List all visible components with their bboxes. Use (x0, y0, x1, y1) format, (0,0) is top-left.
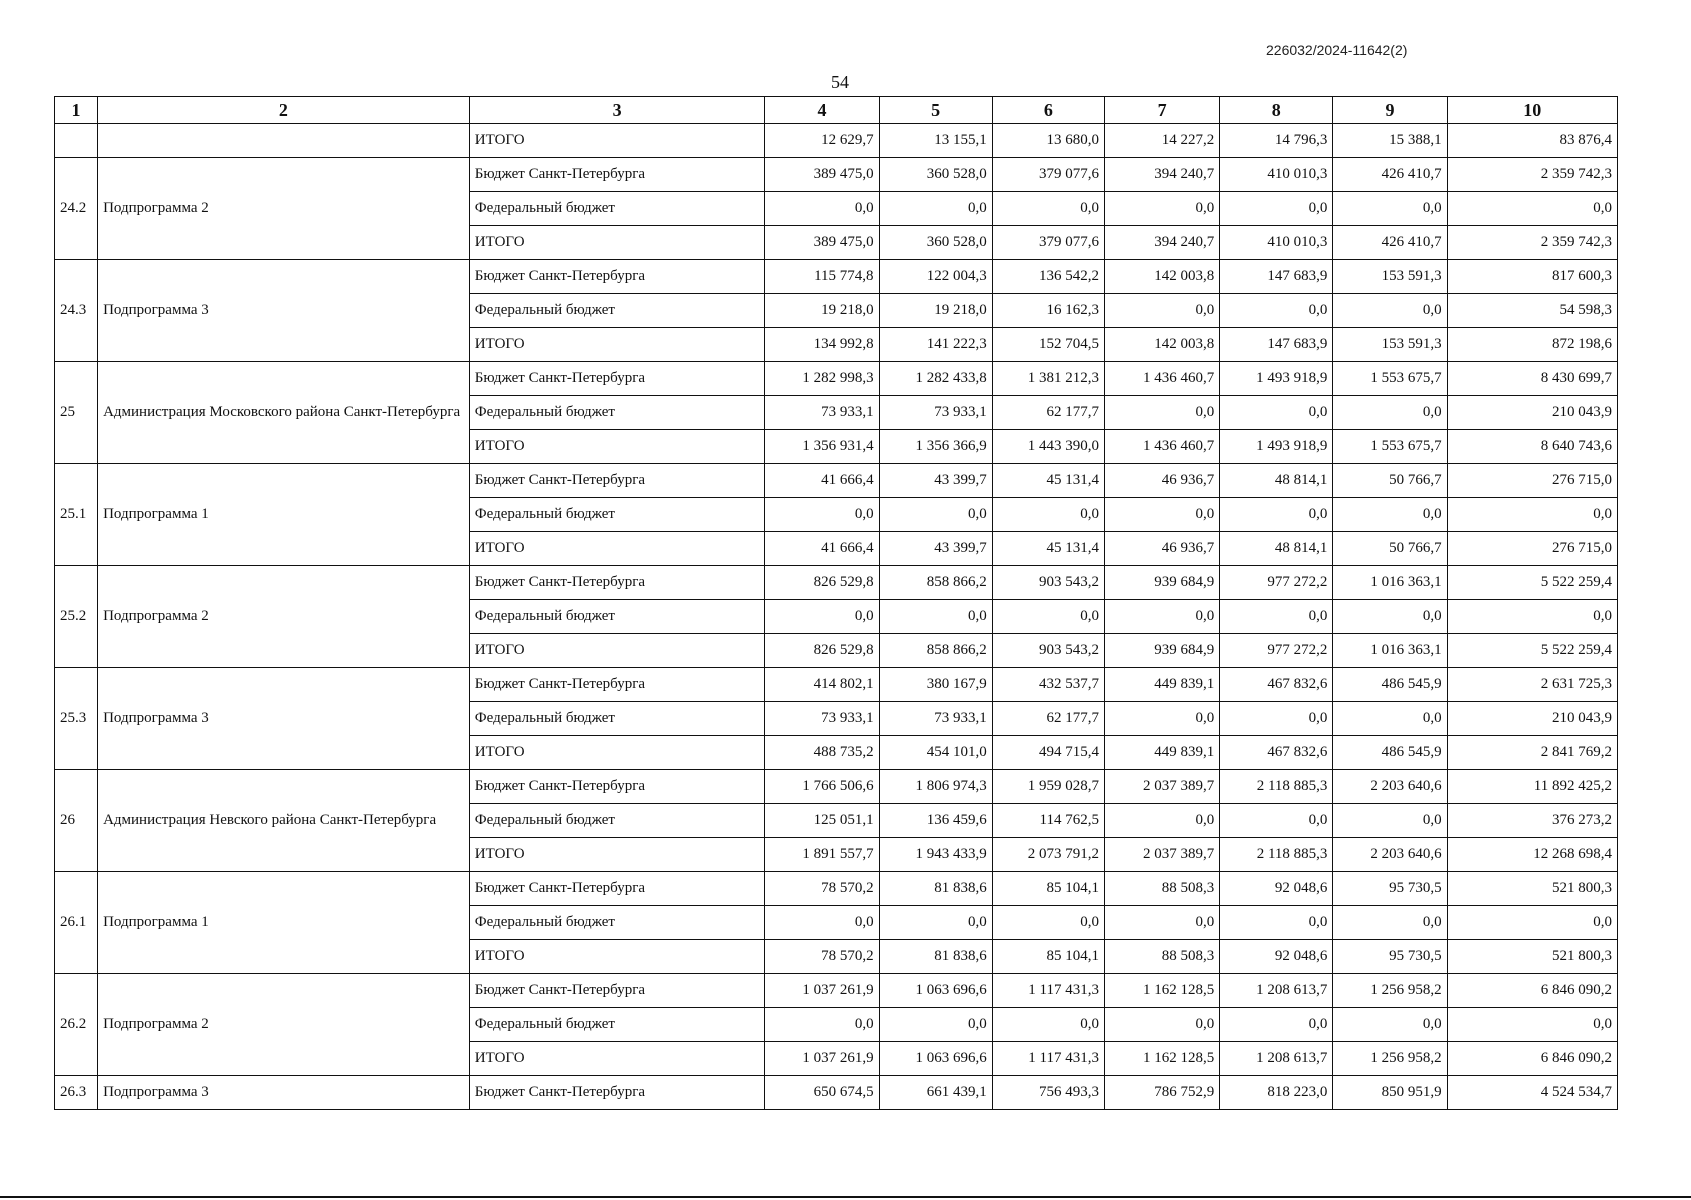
amount-cell: 0,0 (992, 192, 1104, 226)
amount-cell: 379 077,6 (992, 158, 1104, 192)
amount-cell: 1 162 128,5 (1104, 1042, 1219, 1076)
amount-cell: 1 208 613,7 (1220, 974, 1333, 1008)
table-body (55, 124, 1618, 1110)
amount-cell: 414 802,1 (765, 668, 879, 702)
funding-source: Бюджет Санкт-Петербурга (469, 362, 765, 396)
amount-cell: 872 198,6 (1447, 328, 1617, 362)
amount-cell: 2 037 389,7 (1104, 838, 1219, 872)
amount-cell: 0,0 (879, 600, 992, 634)
amount-cell: 0,0 (992, 498, 1104, 532)
amount-cell: 0,0 (1104, 906, 1219, 940)
column-header: 1 (55, 97, 98, 124)
amount-cell: 858 866,2 (879, 566, 992, 600)
amount-cell: 147 683,9 (1220, 328, 1333, 362)
amount-cell: 142 003,8 (1104, 328, 1219, 362)
amount-cell: 19 218,0 (765, 294, 879, 328)
column-header: 7 (1104, 97, 1219, 124)
amount-cell: 13 155,1 (879, 124, 992, 158)
amount-cell: 521 800,3 (1447, 872, 1617, 906)
amount-cell: 977 272,2 (1220, 634, 1333, 668)
column-header: 6 (992, 97, 1104, 124)
funding-source: Федеральный бюджет (469, 498, 765, 532)
amount-cell: 432 537,7 (992, 668, 1104, 702)
amount-cell: 276 715,0 (1447, 464, 1617, 498)
amount-cell: 1 493 918,9 (1220, 362, 1333, 396)
row-name: Подпрограмма 3 (98, 668, 470, 770)
amount-cell: 1 356 366,9 (879, 430, 992, 464)
amount-cell: 376 273,2 (1447, 804, 1617, 838)
amount-cell: 45 131,4 (992, 532, 1104, 566)
amount-cell: 449 839,1 (1104, 736, 1219, 770)
funding-source: Федеральный бюджет (469, 702, 765, 736)
funding-source: ИТОГО (469, 532, 765, 566)
row-code: 26.3 (55, 1076, 98, 1110)
amount-cell: 0,0 (1104, 498, 1219, 532)
amount-cell: 786 752,9 (1104, 1076, 1219, 1110)
amount-cell: 1 256 958,2 (1333, 1042, 1447, 1076)
amount-cell: 521 800,3 (1447, 940, 1617, 974)
column-header: 8 (1220, 97, 1333, 124)
amount-cell: 62 177,7 (992, 702, 1104, 736)
amount-cell: 0,0 (1104, 396, 1219, 430)
amount-cell: 0,0 (765, 192, 879, 226)
amount-cell: 1 063 696,6 (879, 1042, 992, 1076)
amount-cell: 13 680,0 (992, 124, 1104, 158)
amount-cell: 78 570,2 (765, 872, 879, 906)
amount-cell: 903 543,2 (992, 566, 1104, 600)
funding-source: ИТОГО (469, 736, 765, 770)
amount-cell: 11 892 425,2 (1447, 770, 1617, 804)
amount-cell: 81 838,6 (879, 872, 992, 906)
amount-cell: 1 117 431,3 (992, 974, 1104, 1008)
amount-cell: 826 529,8 (765, 634, 879, 668)
amount-cell: 0,0 (1220, 1008, 1333, 1042)
row-name: Подпрограмма 2 (98, 974, 470, 1076)
amount-cell: 73 933,1 (879, 702, 992, 736)
column-header: 2 (98, 97, 470, 124)
funding-source: Федеральный бюджет (469, 1008, 765, 1042)
row-code: 26.1 (55, 872, 98, 974)
amount-cell: 0,0 (1220, 702, 1333, 736)
table-row (55, 362, 1618, 396)
row-code: 24.3 (55, 260, 98, 362)
amount-cell: 1 063 696,6 (879, 974, 992, 1008)
amount-cell: 1 959 028,7 (992, 770, 1104, 804)
amount-cell: 48 814,1 (1220, 532, 1333, 566)
amount-cell: 2 359 742,3 (1447, 158, 1617, 192)
amount-cell: 0,0 (1104, 600, 1219, 634)
amount-cell: 1 443 390,0 (992, 430, 1104, 464)
amount-cell: 486 545,9 (1333, 736, 1447, 770)
amount-cell: 0,0 (879, 192, 992, 226)
budget-table (54, 96, 1618, 1110)
amount-cell: 0,0 (1333, 702, 1447, 736)
amount-cell: 2 203 640,6 (1333, 838, 1447, 872)
amount-cell: 2 118 885,3 (1220, 770, 1333, 804)
row-name: Администрация Невского района Санкт-Петербурга (98, 770, 470, 872)
amount-cell: 1 553 675,7 (1333, 430, 1447, 464)
amount-cell: 1 493 918,9 (1220, 430, 1333, 464)
amount-cell: 1 282 433,8 (879, 362, 992, 396)
amount-cell: 2 037 389,7 (1104, 770, 1219, 804)
amount-cell: 153 591,3 (1333, 260, 1447, 294)
amount-cell: 454 101,0 (879, 736, 992, 770)
funding-source: Федеральный бюджет (469, 294, 765, 328)
amount-cell: 650 674,5 (765, 1076, 879, 1110)
amount-cell: 0,0 (1447, 498, 1617, 532)
amount-cell: 147 683,9 (1220, 260, 1333, 294)
amount-cell: 95 730,5 (1333, 940, 1447, 974)
amount-cell: 92 048,6 (1220, 872, 1333, 906)
funding-source: Бюджет Санкт-Петербурга (469, 872, 765, 906)
amount-cell: 0,0 (1333, 294, 1447, 328)
funding-source: Федеральный бюджет (469, 804, 765, 838)
amount-cell: 136 459,6 (879, 804, 992, 838)
amount-cell: 16 162,3 (992, 294, 1104, 328)
funding-source: ИТОГО (469, 940, 765, 974)
amount-cell: 1 436 460,7 (1104, 362, 1219, 396)
amount-cell: 95 730,5 (1333, 872, 1447, 906)
amount-cell: 85 104,1 (992, 940, 1104, 974)
amount-cell: 360 528,0 (879, 158, 992, 192)
amount-cell: 0,0 (1220, 600, 1333, 634)
amount-cell: 818 223,0 (1220, 1076, 1333, 1110)
amount-cell: 141 222,3 (879, 328, 992, 362)
amount-cell: 0,0 (1333, 804, 1447, 838)
amount-cell: 0,0 (1333, 396, 1447, 430)
amount-cell: 2 631 725,3 (1447, 668, 1617, 702)
amount-cell: 0,0 (765, 498, 879, 532)
row-name: Подпрограмма 3 (98, 260, 470, 362)
amount-cell: 1 381 212,3 (992, 362, 1104, 396)
amount-cell: 426 410,7 (1333, 226, 1447, 260)
amount-cell: 426 410,7 (1333, 158, 1447, 192)
amount-cell: 0,0 (765, 906, 879, 940)
funding-source: Федеральный бюджет (469, 600, 765, 634)
amount-cell: 756 493,3 (992, 1076, 1104, 1110)
amount-cell: 449 839,1 (1104, 668, 1219, 702)
page-number: 54 (831, 72, 849, 92)
amount-cell: 1 162 128,5 (1104, 974, 1219, 1008)
amount-cell: 1 016 363,1 (1333, 634, 1447, 668)
amount-cell: 360 528,0 (879, 226, 992, 260)
table-row (55, 158, 1618, 192)
row-name (98, 124, 470, 158)
amount-cell: 0,0 (1447, 1008, 1617, 1042)
amount-cell: 0,0 (1104, 804, 1219, 838)
amount-cell: 1 208 613,7 (1220, 1042, 1333, 1076)
amount-cell: 73 933,1 (765, 702, 879, 736)
column-number-row (55, 97, 1618, 124)
amount-cell: 0,0 (992, 906, 1104, 940)
amount-cell: 5 522 259,4 (1447, 634, 1617, 668)
table-row (55, 974, 1618, 1008)
column-header: 5 (879, 97, 992, 124)
funding-source: ИТОГО (469, 1042, 765, 1076)
amount-cell: 903 543,2 (992, 634, 1104, 668)
funding-source: Федеральный бюджет (469, 396, 765, 430)
amount-cell: 467 832,6 (1220, 736, 1333, 770)
amount-cell: 1 282 998,3 (765, 362, 879, 396)
amount-cell: 0,0 (1220, 192, 1333, 226)
amount-cell: 379 077,6 (992, 226, 1104, 260)
amount-cell: 125 051,1 (765, 804, 879, 838)
funding-source: ИТОГО (469, 838, 765, 872)
column-header: 3 (469, 97, 765, 124)
document-id: 226032/2024-11642(2) (1266, 42, 1408, 58)
row-code: 25 (55, 362, 98, 464)
amount-cell: 486 545,9 (1333, 668, 1447, 702)
amount-cell: 14 227,2 (1104, 124, 1219, 158)
funding-source: Бюджет Санкт-Петербурга (469, 668, 765, 702)
amount-cell: 12 268 698,4 (1447, 838, 1617, 872)
amount-cell: 0,0 (1333, 600, 1447, 634)
amount-cell: 78 570,2 (765, 940, 879, 974)
amount-cell: 19 218,0 (879, 294, 992, 328)
row-code: 25.2 (55, 566, 98, 668)
amount-cell: 41 666,4 (765, 532, 879, 566)
row-name: Подпрограмма 1 (98, 872, 470, 974)
amount-cell: 0,0 (1220, 396, 1333, 430)
page-bottom-rule (0, 1196, 1691, 1198)
amount-cell: 81 838,6 (879, 940, 992, 974)
amount-cell: 62 177,7 (992, 396, 1104, 430)
amount-cell: 467 832,6 (1220, 668, 1333, 702)
table-row (55, 1076, 1618, 1110)
amount-cell: 0,0 (1447, 192, 1617, 226)
amount-cell: 15 388,1 (1333, 124, 1447, 158)
funding-source: Федеральный бюджет (469, 906, 765, 940)
amount-cell: 817 600,3 (1447, 260, 1617, 294)
amount-cell: 1 943 433,9 (879, 838, 992, 872)
amount-cell: 826 529,8 (765, 566, 879, 600)
amount-cell: 45 131,4 (992, 464, 1104, 498)
amount-cell: 0,0 (1333, 498, 1447, 532)
amount-cell: 0,0 (1104, 192, 1219, 226)
amount-cell: 939 684,9 (1104, 634, 1219, 668)
amount-cell: 0,0 (1220, 906, 1333, 940)
column-header: 4 (765, 97, 879, 124)
amount-cell: 210 043,9 (1447, 396, 1617, 430)
amount-cell: 0,0 (992, 1008, 1104, 1042)
row-code: 25.1 (55, 464, 98, 566)
amount-cell: 0,0 (1104, 702, 1219, 736)
amount-cell: 850 951,9 (1333, 1076, 1447, 1110)
amount-cell: 0,0 (879, 906, 992, 940)
amount-cell: 1 016 363,1 (1333, 566, 1447, 600)
amount-cell: 0,0 (1220, 804, 1333, 838)
funding-source: ИТОГО (469, 226, 765, 260)
amount-cell: 0,0 (1333, 192, 1447, 226)
funding-source: Бюджет Санкт-Петербурга (469, 158, 765, 192)
amount-cell: 12 629,7 (765, 124, 879, 158)
amount-cell: 83 876,4 (1447, 124, 1617, 158)
amount-cell: 939 684,9 (1104, 566, 1219, 600)
amount-cell: 410 010,3 (1220, 158, 1333, 192)
row-name: Подпрограмма 3 (98, 1076, 470, 1110)
amount-cell: 2 073 791,2 (992, 838, 1104, 872)
table-row (55, 668, 1618, 702)
table-row (55, 872, 1618, 906)
table-row (55, 770, 1618, 804)
funding-source: ИТОГО (469, 430, 765, 464)
amount-cell: 1 766 506,6 (765, 770, 879, 804)
amount-cell: 41 666,4 (765, 464, 879, 498)
amount-cell: 114 762,5 (992, 804, 1104, 838)
amount-cell: 2 841 769,2 (1447, 736, 1617, 770)
amount-cell: 142 003,8 (1104, 260, 1219, 294)
amount-cell: 977 272,2 (1220, 566, 1333, 600)
row-name: Подпрограмма 1 (98, 464, 470, 566)
table-row (55, 124, 1618, 158)
amount-cell: 410 010,3 (1220, 226, 1333, 260)
amount-cell: 0,0 (1447, 906, 1617, 940)
table-row (55, 464, 1618, 498)
amount-cell: 6 846 090,2 (1447, 974, 1617, 1008)
amount-cell: 43 399,7 (879, 464, 992, 498)
amount-cell: 0,0 (765, 600, 879, 634)
amount-cell: 43 399,7 (879, 532, 992, 566)
amount-cell: 389 475,0 (765, 158, 879, 192)
funding-source: Бюджет Санкт-Петербурга (469, 464, 765, 498)
funding-source: Бюджет Санкт-Петербурга (469, 974, 765, 1008)
amount-cell: 0,0 (1220, 294, 1333, 328)
amount-cell: 88 508,3 (1104, 940, 1219, 974)
amount-cell: 0,0 (1333, 1008, 1447, 1042)
amount-cell: 0,0 (1220, 498, 1333, 532)
funding-source: ИТОГО (469, 124, 765, 158)
row-name: Подпрограмма 2 (98, 566, 470, 668)
amount-cell: 50 766,7 (1333, 464, 1447, 498)
amount-cell: 2 359 742,3 (1447, 226, 1617, 260)
amount-cell: 122 004,3 (879, 260, 992, 294)
amount-cell: 0,0 (1104, 294, 1219, 328)
amount-cell: 494 715,4 (992, 736, 1104, 770)
amount-cell: 276 715,0 (1447, 532, 1617, 566)
amount-cell: 394 240,7 (1104, 226, 1219, 260)
column-header: 9 (1333, 97, 1447, 124)
amount-cell: 661 439,1 (879, 1076, 992, 1110)
amount-cell: 0,0 (879, 498, 992, 532)
amount-cell: 0,0 (879, 1008, 992, 1042)
amount-cell: 4 524 534,7 (1447, 1076, 1617, 1110)
table-row (55, 566, 1618, 600)
amount-cell: 1 356 931,4 (765, 430, 879, 464)
row-code: 26.2 (55, 974, 98, 1076)
amount-cell: 2 118 885,3 (1220, 838, 1333, 872)
funding-source: ИТОГО (469, 634, 765, 668)
funding-source: Бюджет Санкт-Петербурга (469, 1076, 765, 1110)
amount-cell: 5 522 259,4 (1447, 566, 1617, 600)
amount-cell: 8 430 699,7 (1447, 362, 1617, 396)
amount-cell: 488 735,2 (765, 736, 879, 770)
funding-source: Бюджет Санкт-Петербурга (469, 566, 765, 600)
amount-cell: 46 936,7 (1104, 532, 1219, 566)
amount-cell: 1 256 958,2 (1333, 974, 1447, 1008)
column-header: 10 (1447, 97, 1617, 124)
amount-cell: 1 037 261,9 (765, 1042, 879, 1076)
table-row (55, 260, 1618, 294)
amount-cell: 1 037 261,9 (765, 974, 879, 1008)
amount-cell: 1 436 460,7 (1104, 430, 1219, 464)
amount-cell: 50 766,7 (1333, 532, 1447, 566)
amount-cell: 380 167,9 (879, 668, 992, 702)
amount-cell: 1 553 675,7 (1333, 362, 1447, 396)
amount-cell: 0,0 (765, 1008, 879, 1042)
amount-cell: 6 846 090,2 (1447, 1042, 1617, 1076)
amount-cell: 73 933,1 (879, 396, 992, 430)
amount-cell: 85 104,1 (992, 872, 1104, 906)
amount-cell: 115 774,8 (765, 260, 879, 294)
amount-cell: 153 591,3 (1333, 328, 1447, 362)
amount-cell: 73 933,1 (765, 396, 879, 430)
amount-cell: 0,0 (1104, 1008, 1219, 1042)
amount-cell: 14 796,3 (1220, 124, 1333, 158)
amount-cell: 88 508,3 (1104, 872, 1219, 906)
funding-source: ИТОГО (469, 328, 765, 362)
amount-cell: 48 814,1 (1220, 464, 1333, 498)
amount-cell: 136 542,2 (992, 260, 1104, 294)
amount-cell: 858 866,2 (879, 634, 992, 668)
amount-cell: 1 117 431,3 (992, 1042, 1104, 1076)
amount-cell: 394 240,7 (1104, 158, 1219, 192)
amount-cell: 54 598,3 (1447, 294, 1617, 328)
amount-cell: 1 806 974,3 (879, 770, 992, 804)
row-code (55, 124, 98, 158)
row-name: Подпрограмма 2 (98, 158, 470, 260)
funding-source: Федеральный бюджет (469, 192, 765, 226)
amount-cell: 152 704,5 (992, 328, 1104, 362)
row-code: 25.3 (55, 668, 98, 770)
row-name: Администрация Московского района Санкт-Петербурга (98, 362, 470, 464)
row-code: 24.2 (55, 158, 98, 260)
amount-cell: 0,0 (1333, 906, 1447, 940)
amount-cell: 46 936,7 (1104, 464, 1219, 498)
amount-cell: 8 640 743,6 (1447, 430, 1617, 464)
amount-cell: 0,0 (1447, 600, 1617, 634)
amount-cell: 0,0 (992, 600, 1104, 634)
amount-cell: 389 475,0 (765, 226, 879, 260)
amount-cell: 134 992,8 (765, 328, 879, 362)
amount-cell: 210 043,9 (1447, 702, 1617, 736)
amount-cell: 2 203 640,6 (1333, 770, 1447, 804)
funding-source: Бюджет Санкт-Петербурга (469, 770, 765, 804)
row-code: 26 (55, 770, 98, 872)
amount-cell: 92 048,6 (1220, 940, 1333, 974)
funding-source: Бюджет Санкт-Петербурга (469, 260, 765, 294)
amount-cell: 1 891 557,7 (765, 838, 879, 872)
